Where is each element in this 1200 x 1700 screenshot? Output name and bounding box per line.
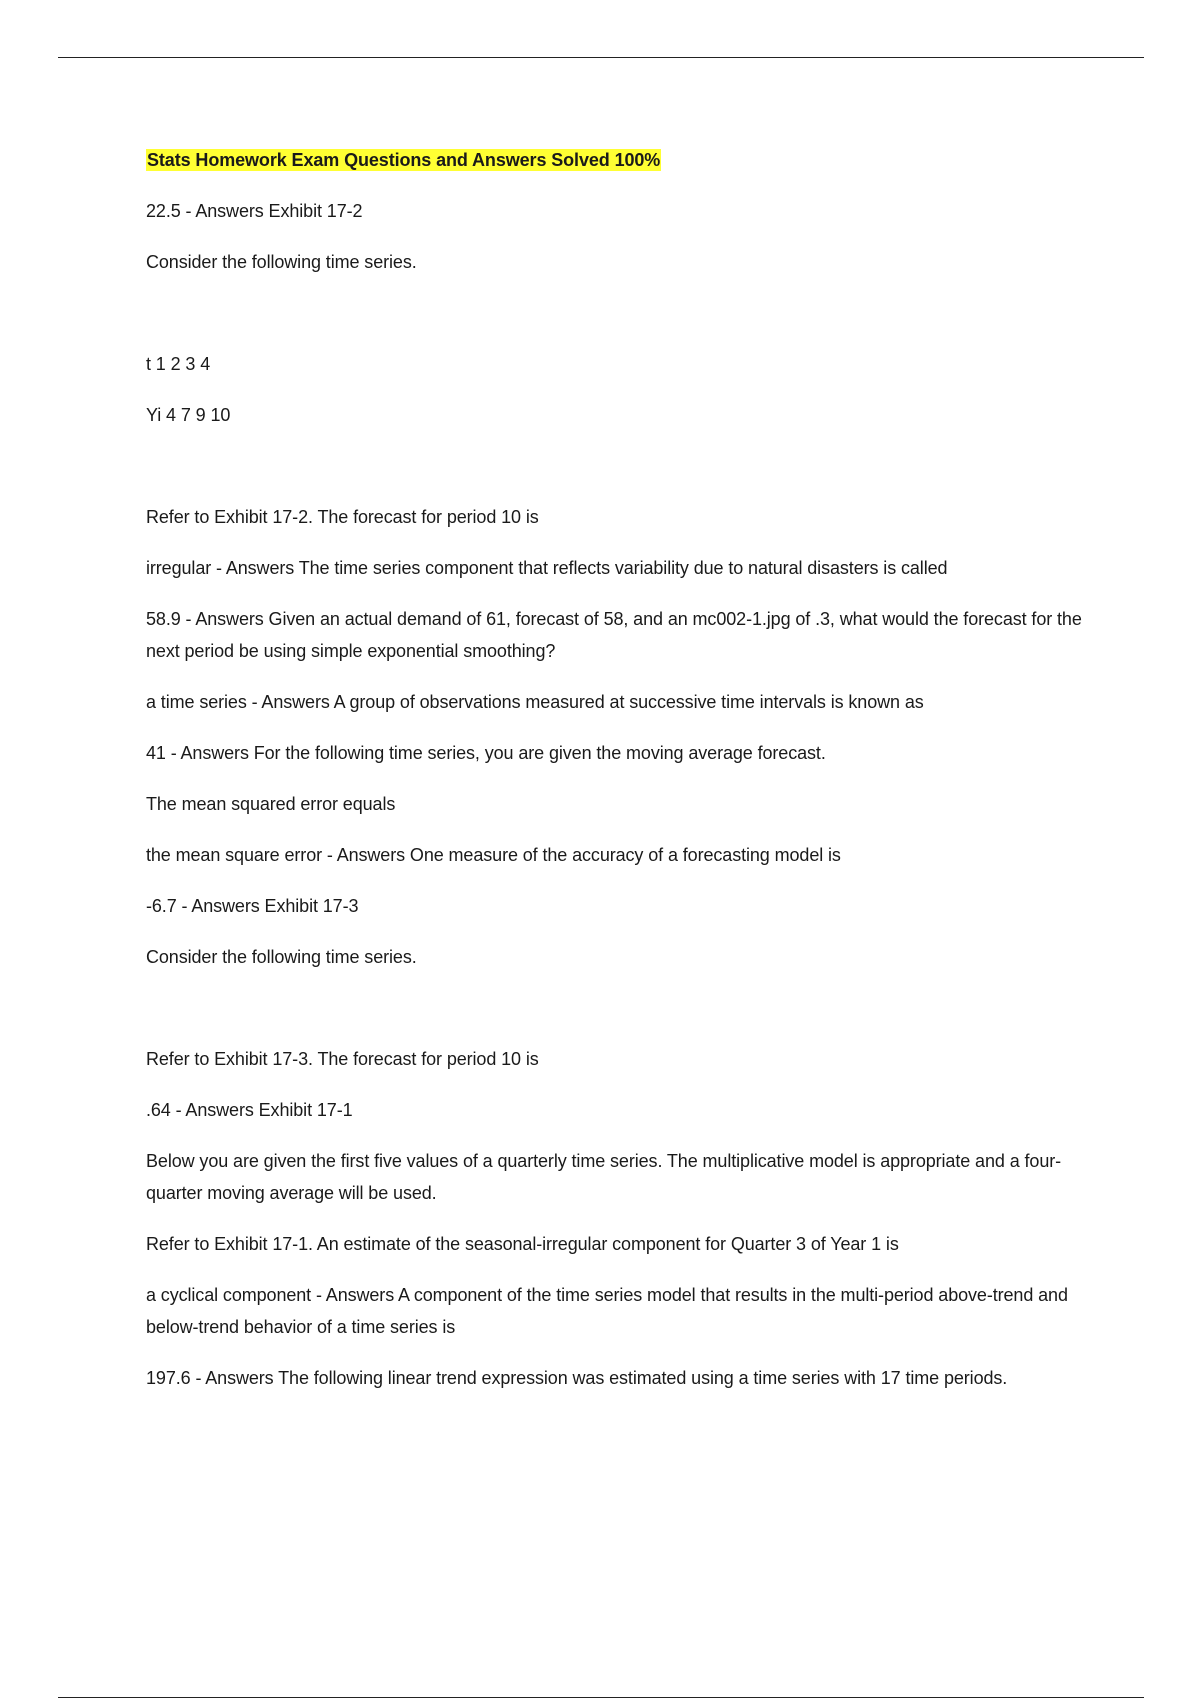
paragraph: 58.9 - Answers Given an actual demand of 61, forecast of 58, and an mc002-1.jpg of .3, what would the forecast for the next period be using simple exponential smoothing? [146, 609, 1082, 661]
paragraph: Below you are given the first five values of a quarterly time series. The multiplicative model is appropriate and a four-quarter moving average will be used. [146, 1151, 1062, 1203]
paragraph: the mean square error - Answers One measure of the accuracy of a forecasting model is [146, 845, 841, 865]
paragraph: -6.7 - Answers Exhibit 17-3 [146, 896, 359, 916]
paragraph: t 1 2 3 4 [146, 354, 211, 374]
paragraph: Consider the following time series. [146, 947, 417, 967]
paragraph: The mean squared error equals [146, 794, 396, 814]
paragraph: Consider the following time series. [146, 252, 417, 272]
header-rule [58, 57, 1144, 58]
title-highlight: Stats Homework Exam Questions and Answers Solved 100% [147, 150, 661, 170]
paragraph: 41 - Answers For the following time series, you are given the moving average forecast. [146, 743, 826, 763]
paragraph: 197.6 - Answers The following linear trend expression was estimated using a time series with 17 time periods. [146, 1368, 1008, 1388]
document-title [146, 144, 1086, 176]
paragraph: a cyclical component - Answers A component of the time series model that results in the multi-period above-trend and below-trend behavior of a time series is [146, 1285, 1068, 1337]
footer-rule [58, 1697, 1144, 1698]
blank-line [146, 992, 1086, 1024]
blank-line [146, 450, 1086, 482]
paragraph: Yi 4 7 9 10 [146, 405, 231, 425]
paragraph: Refer to Exhibit 17-3. The forecast for period 10 is [146, 1049, 539, 1069]
paragraph: 22.5 - Answers Exhibit 17-2 [146, 201, 363, 221]
paragraph: Refer to Exhibit 17-1. An estimate of the seasonal-irregular component for Quarter 3 of Year 1 is [146, 1234, 899, 1254]
blank-line [146, 297, 1086, 329]
paragraph: Refer to Exhibit 17-2. The forecast for period 10 is [146, 507, 539, 527]
paragraph: irregular - Answers The time series component that reflects variability due to natural disasters is called [146, 558, 948, 578]
paragraph: a time series - Answers A group of observations measured at successive time intervals is known as [146, 692, 924, 712]
paragraph: .64 - Answers Exhibit 17-1 [146, 1100, 353, 1120]
document-body [146, 144, 1086, 1413]
